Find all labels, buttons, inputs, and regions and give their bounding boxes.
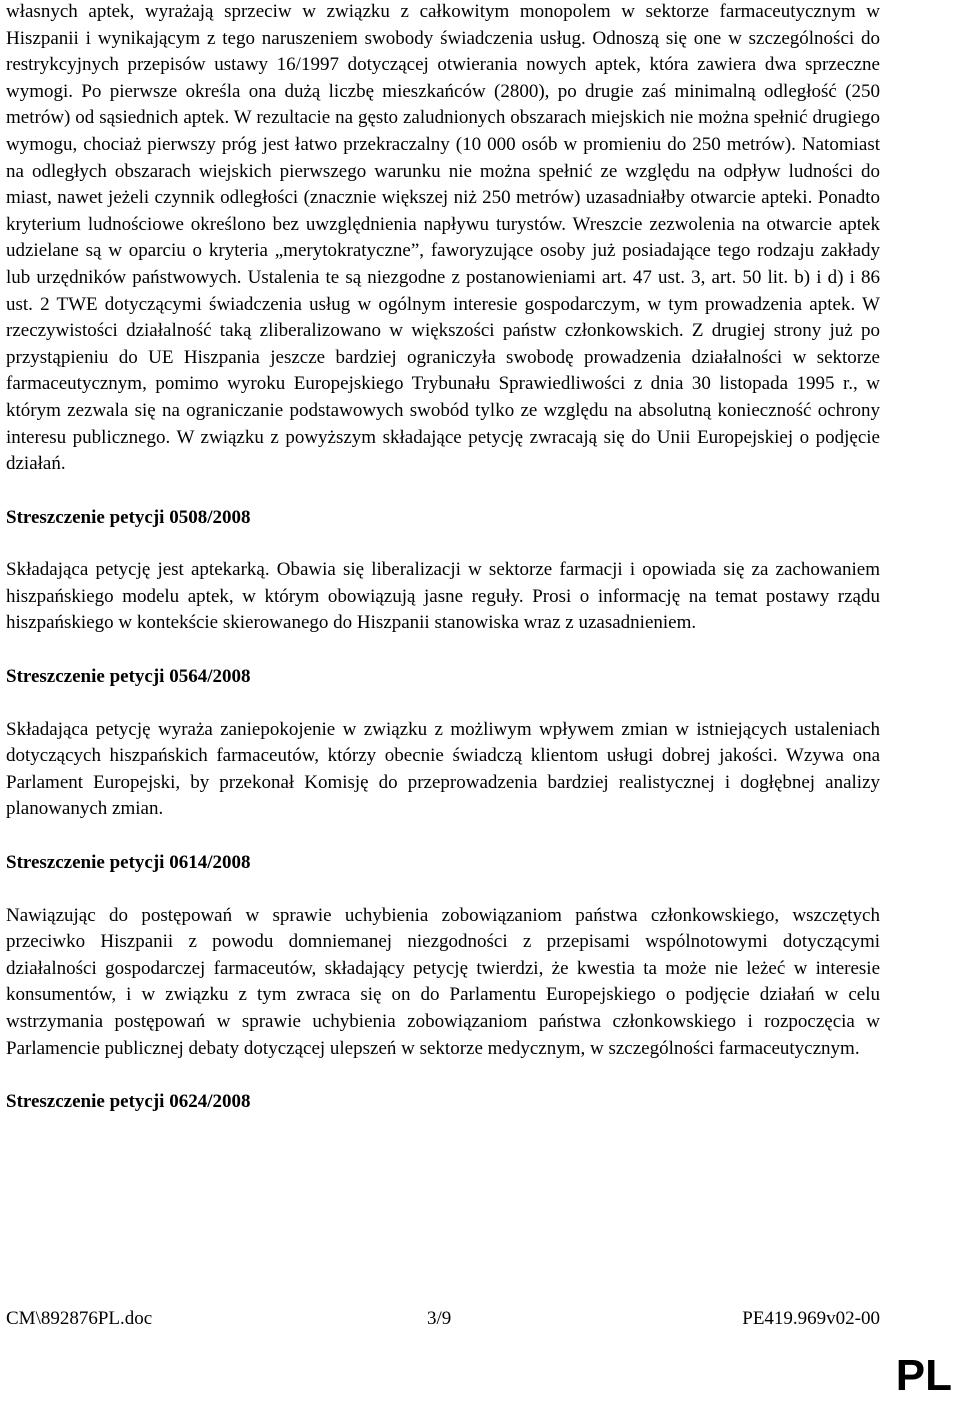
section-text-0508: Składająca petycję jest aptekarką. Obawia się liberalizacji w sektorze farmacji i opowiada się za zachowaniem hiszpańskiego modelu aptek, w którym obowiązują jasne reguły. Prosi o informację na temat postawy rządu hiszpańskiego w kontekście skierowanego do Hiszpanii stanowiska wraz z uzasadnieniem.: [6, 559, 880, 634]
intro-paragraph: własnych aptek, wyrażają sprzeciw w związku z całkowitym monopolem w sektorze farmaceutycznym w Hiszpanii i wynikającym z tego naruszeniem swobody świadczenia usług. Odnoszą się one w szczególności do restrykcyjnych przepisów ustawy 16/1997 dotyczącej otwierania nowych aptek, która zawiera dwa sprzeczne wymogi. Po pierwsze określa ona dużą liczbę mieszkańców (2800), po drugie zaś minimalną odległość (250 metrów) od sąsiednich aptek. W rezultacie na gęsto zaludnionych obszarach miejskich nie można spełnić drugiego wymogu, chociaż pierwszy próg jest łatwo przekraczalny (10 000 osób w promieniu do 250 metrów). Natomiast na odległych obszarach wiejskich pierwszego warunku nie można spełnić ze względu na odpływ ludności do miast, nawet jeżeli czynnik odległości (znacznie większej niż 250 metrów) uzasadniałby otwarcie apteki. Ponadto kryterium ludnościowe określono bez uwzględnienia napływu turystów. Wreszcie zezwolenia na otwarcie aptek udzielane są w oparciu o kryteria „merytokratyczne”, faworyzujące osoby już posiadające tego rodzaju zakłady lub urzędników państwowych. Ustalenia te są niezgodne z postanowieniami art. 47 ust. 3, art. 50 lit. b) i d) i 86 ust. 2 TWE dotyczącymi świadczenia usług w ogólnym interesie gospodarczym, w tym prowadzenia aptek. W rzeczywistości działalność taką zliberalizowano w większości państw członkowskich. Z drugiej strony już po przystąpieniu do UE Hiszpania jeszcze bardziej ograniczyła swobodę prowadzenia działalności w sektorze farmaceutycznym, pomimo wyroku Europejskiego Trybunału Sprawiedliwości z dnia 30 listopada 1995 r., w którym zezwala się na ograniczanie podstawowych swobód tylko ze względu na absolutną konieczność ochrony interesu publicznego. W związku z powyższym składające petycję zwracają się do Unii Europejskiej o podjęcie działań.: [6, 1, 880, 475]
document-body: [6, 0, 880, 1116]
footer-page-number: 3/9: [427, 1308, 452, 1329]
page-footer: [6, 1306, 880, 1332]
section-heading-0614: Streszczenie petycji 0614/2008: [6, 852, 251, 874]
footer-doc-code: PE419.969v02-00: [742, 1308, 880, 1329]
section-heading-0624: Streszczenie petycji 0624/2008: [6, 1091, 251, 1113]
section-heading-0564: Streszczenie petycji 0564/2008: [6, 666, 251, 688]
section-heading-0508: Streszczenie petycji 0508/2008: [6, 506, 251, 528]
language-mark: PL: [895, 1351, 952, 1400]
footer-file-ref: CM\892876PL.doc: [6, 1308, 153, 1329]
section-text-0614: Nawiązując do postępowań w sprawie uchybienia zobowiązaniom państwa członkowskiego, wszczętych przeciwko Hiszpanii z powodu domniemanej niezgodności z przepisami wspólnotowymi dotyczącymi działalności gospodarczej farmaceutów, składający petycję twierdzi, że kwestia ta może nie leżeć w interesie konsumentów, i w związku z tym zwraca się on do Parlamentu Europejskiego o podjęcie działań w celu wstrzymania postępowań w sprawie uchybienia zobowiązaniom państwa członkowskiego i rozpoczęcia w Parlamencie publicznej debaty dotyczącej ulepszeń w sektorze medycznym, w szczególności farmaceutycznym.: [6, 904, 880, 1059]
section-text-0564: Składająca petycję wyraża zaniepokojenie w związku z możliwym wpływem zmian w istniejących ustaleniach dotyczących hiszpańskich farmaceutów, którzy obecnie świadczą klientom usługi dobrej jakości. Wzywa ona Parlament Europejski, by przekonał Komisję do przeprowadzenia bardziej realistycznej i dogłębnej analizy planowanych zmian.: [6, 718, 880, 820]
